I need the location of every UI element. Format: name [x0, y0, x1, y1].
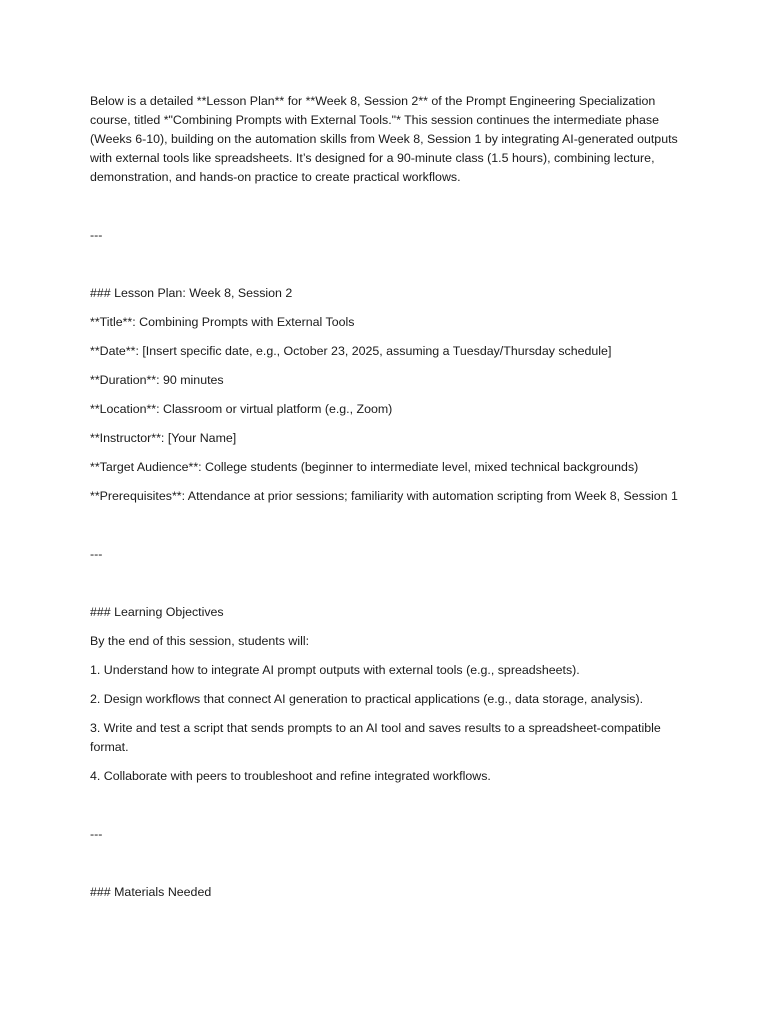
lesson-duration-line: **Duration**: 90 minutes — [90, 373, 224, 387]
objectives-lead: By the end of this session, students will: — [90, 634, 310, 648]
separator: --- — [90, 827, 103, 841]
lesson-prerequisites-line: **Prerequisites**: Attendance at prior sessions; familiarity with automation scripting from Week 8, Session 1 — [90, 489, 678, 503]
objective-item: 3. Write and test a script that sends prompts to an AI tool and saves results to a spreadsheet-compatible format. — [90, 721, 661, 754]
separator: --- — [90, 228, 103, 242]
materials-heading: ### Materials Needed — [90, 885, 212, 899]
lesson-plan-heading: ### Lesson Plan: Week 8, Session 2 — [90, 286, 293, 300]
lesson-title-line: **Title**: Combining Prompts with External Tools — [90, 315, 355, 329]
lesson-location-line: **Location**: Classroom or virtual platform (e.g., Zoom) — [90, 402, 393, 416]
lesson-instructor-line: **Instructor**: [Your Name] — [90, 431, 237, 445]
objectives-heading: ### Learning Objectives — [90, 605, 224, 619]
objective-item: 4. Collaborate with peers to troubleshoot and refine integrated workflows. — [90, 769, 491, 783]
objective-item: 2. Design workflows that connect AI generation to practical applications (e.g., data storage, analysis). — [90, 692, 644, 706]
objective-item: 1. Understand how to integrate AI prompt outputs with external tools (e.g., spreadsheets). — [90, 663, 580, 677]
lesson-date-line: **Date**: [Insert specific date, e.g., October 23, 2025, assuming a Tuesday/Thursday schedule] — [90, 344, 612, 358]
separator: --- — [90, 547, 103, 561]
lesson-audience-line: **Target Audience**: College students (beginner to intermediate level, mixed technical backgrounds) — [90, 460, 639, 474]
intro-paragraph: Below is a detailed **Lesson Plan** for **Week 8, Session 2** of the Prompt Engineering Specialization course, titled *"Combining Prompts with External Tools."* This session continues the intermediate phase (Weeks 6-10), building on the automation skills from Week 8, Session 1 by integrating AI-generated outputs with external tools like spreadsheets. It’s designed for a 90-minute class (1.5 hours), combining lecture, demonstration, and hands-on practice to create practical workflows. — [90, 94, 678, 184]
document-body — [90, 92, 680, 902]
